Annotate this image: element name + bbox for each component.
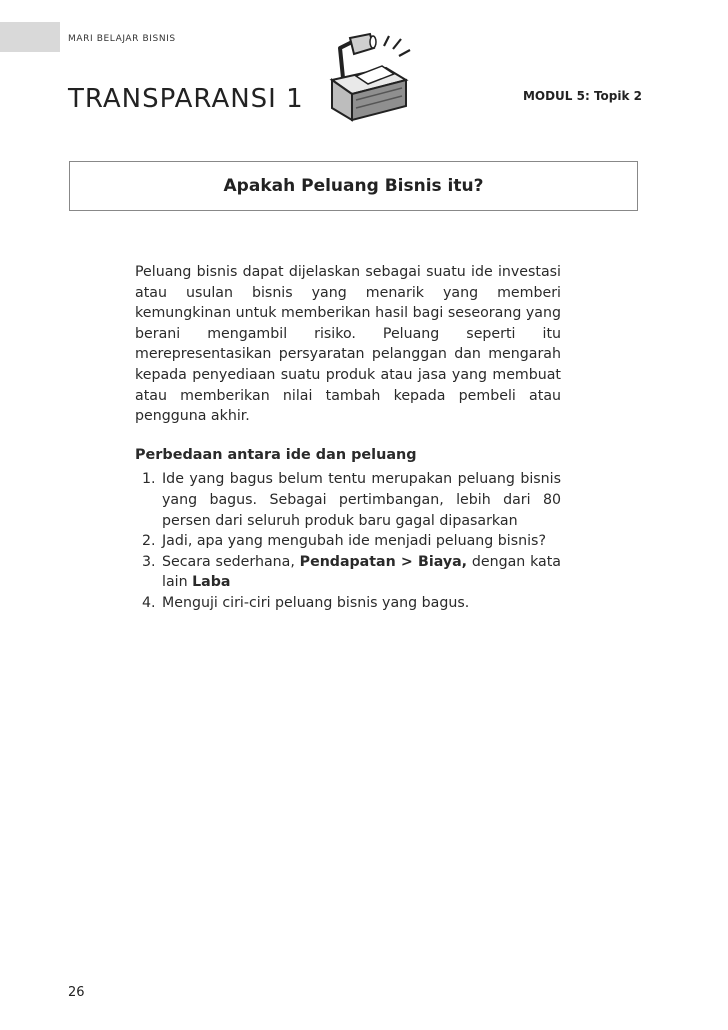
page-title: TRANSPARANSI 1 (68, 84, 304, 114)
intro-paragraph: Peluang bisnis dapat dijelaskan sebagai suatu ide investasi atau usulan bisnis yang menarik yang memberi kemungkinan untuk memberikan hasil bagi seseorang yang berani mengambil risiko. Peluang seperti itu merepresentasikan persyaratan pelanggan dan mengarah kepada penyediaan suatu produk atau jasa yang membuat atau memberikan nilai tambah kepada pembeli atau pengguna akhir. (135, 264, 561, 425)
list-item (160, 469, 561, 531)
series-label: MARI BELAJAR BISNIS (68, 34, 176, 44)
difference-list (135, 469, 561, 613)
content-body (135, 262, 561, 614)
list-item-text: dengan kata lain (162, 553, 562, 591)
page-number: 26 (68, 985, 85, 1000)
list-item (160, 593, 561, 614)
question-title: Apakah Peluang Bisnis itu? (223, 176, 484, 196)
list-item-text: Ide yang bagus belum tentu merupakan peluang bisnis yang bagus. Sebagai pertimbangan, lebih dari 80 persen dari seluruh produk baru gagal dipasarkan (162, 471, 561, 529)
list-item (160, 552, 561, 593)
section-heading: Perbedaan antara ide dan peluang (135, 446, 417, 463)
revenue-cost-formula: Pendapatan > Biaya, (299, 553, 468, 570)
corner-tab (0, 22, 60, 52)
module-label: MODUL 5: Topik 2 (522, 89, 642, 103)
list-item (160, 531, 561, 552)
list-item-text: Jadi, apa yang mengubah ide menjadi peluang bisnis? (162, 533, 546, 550)
list-item-text: Menguji ciri-ciri peluang bisnis yang bagus. (162, 594, 470, 611)
profit-term: Laba (192, 574, 231, 591)
question-box (69, 161, 638, 211)
list-item-text: Secara sederhana, (162, 553, 300, 570)
overhead-projector-icon (326, 28, 418, 124)
